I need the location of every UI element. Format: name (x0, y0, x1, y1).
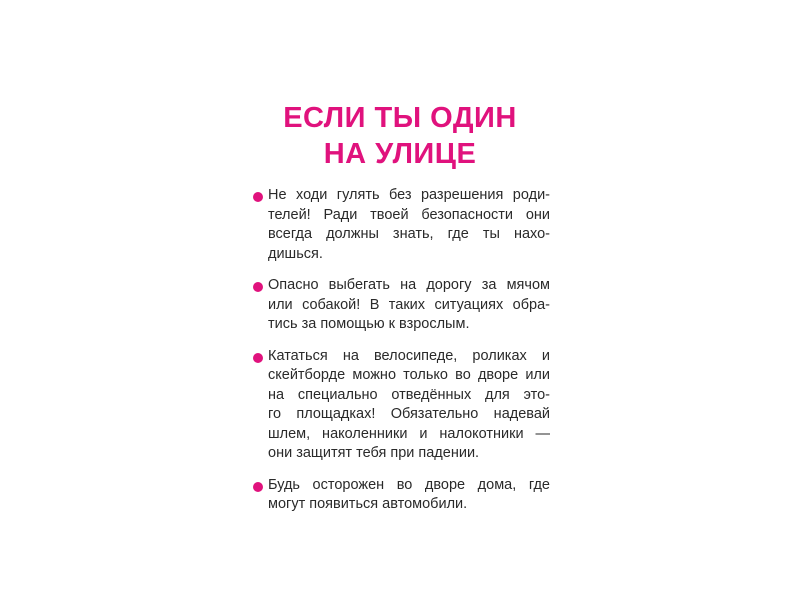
bullet-item-3 (252, 347, 550, 464)
bullet-dot-icon (253, 353, 263, 363)
bullet-dot-icon (253, 482, 263, 492)
bullet-dot-icon (253, 282, 263, 292)
bullet-text-line: или собакой! В таких ситуациях обра- (268, 296, 550, 313)
bullet-text-line: Не ходи гулять без разрешения роди- (268, 187, 550, 203)
bullet-text-line: Будь осторожен во дворе дома, где (268, 476, 550, 493)
bullet-item-4 (252, 476, 550, 515)
bullet-text-line: они защитят тебя при падении. (268, 445, 480, 461)
bullet-text-line: шлем, наколенники и налокотники — (268, 425, 550, 442)
title-line-1: ЕСЛИ ТЫ ОДИН (283, 102, 517, 134)
bullet-text-line: Кататься на велосипеде, роликах и (268, 347, 550, 364)
bullet-item-2 (252, 276, 550, 335)
bullet-text-line: го площадках! Обязательно надевай (268, 406, 550, 422)
bullet-list (252, 186, 550, 527)
bullet-text-line: всегда должны знать, где ты нахо- (268, 226, 550, 242)
bullet-text-line: могут появиться автомобили. (268, 496, 468, 512)
bullet-text-line: Опасно выбегать на дорогу за мячом (268, 277, 550, 293)
bullet-dot-icon (253, 192, 263, 202)
bullet-text-line: тись за помощью к взрослым. (268, 316, 470, 332)
title-line-2: НА УЛИЦЕ (323, 138, 477, 170)
bullet-text-line: телей! Ради твоей безопасности они (268, 206, 550, 223)
bullet-text-line: на специально отведённых для это- (268, 386, 550, 403)
bullet-text-line: дишься. (268, 245, 323, 262)
bullet-text-line: скейтборде можно только во дворе или (268, 367, 550, 383)
bullet-item-1 (252, 186, 550, 264)
page-title (200, 100, 600, 172)
